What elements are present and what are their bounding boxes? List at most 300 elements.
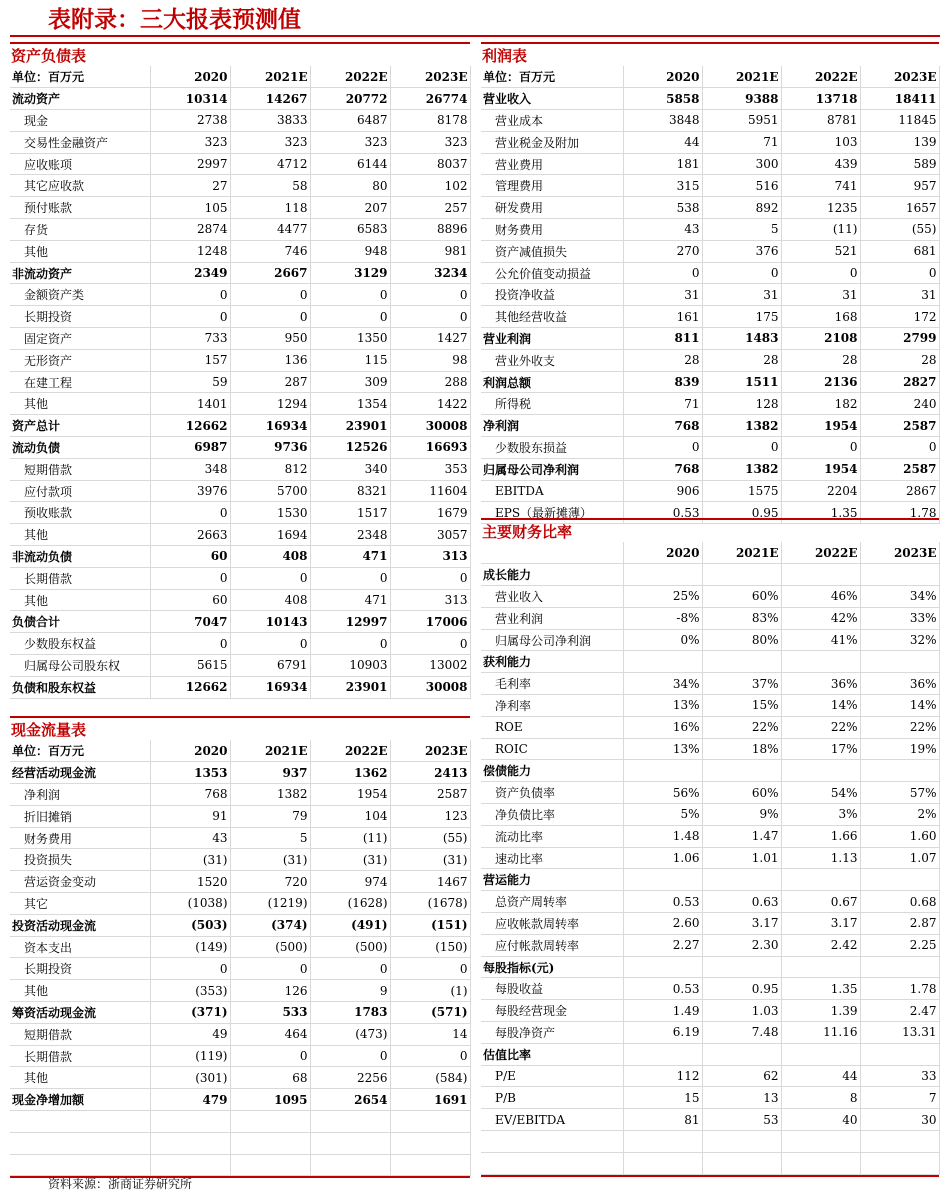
ratios-year-header: 2021E bbox=[702, 542, 781, 564]
income-statement-row-label: 其他经营收益 bbox=[481, 306, 623, 328]
cash-flow-cell: (584) bbox=[390, 1067, 470, 1089]
cash-flow-cell: (31) bbox=[150, 849, 230, 871]
balance-sheet-cell: 5700 bbox=[230, 480, 310, 502]
income-statement-cell: 1483 bbox=[702, 328, 781, 350]
cash-flow-cell: 2587 bbox=[390, 784, 470, 806]
balance-sheet-cell: 5615 bbox=[150, 655, 230, 677]
income-statement-table bbox=[481, 66, 940, 524]
income-statement-header-row bbox=[481, 66, 939, 88]
balance-sheet-row bbox=[10, 88, 470, 110]
balance-sheet-row-label: 其他 bbox=[10, 589, 150, 611]
balance-sheet-row-label: 交易性金融资产 bbox=[10, 131, 150, 153]
cash-flow-cell: (374) bbox=[230, 914, 310, 936]
ratios-cell: 0% bbox=[623, 629, 702, 651]
ratios-cell: 2.27 bbox=[623, 934, 702, 956]
income-statement-row bbox=[481, 131, 939, 153]
ratios-row bbox=[481, 564, 939, 586]
balance-sheet-cell: 323 bbox=[150, 131, 230, 153]
cash-flow-blank-cell bbox=[10, 1111, 150, 1133]
income-statement-cell: 768 bbox=[623, 415, 702, 437]
balance-sheet-row bbox=[10, 240, 470, 262]
income-statement-cell: 521 bbox=[781, 240, 860, 262]
balance-sheet-row-label: 长期投资 bbox=[10, 306, 150, 328]
cash-flow-cell: (55) bbox=[390, 827, 470, 849]
cash-flow-row-label: 资本支出 bbox=[10, 936, 150, 958]
ratios-row-label: 每股指标(元) bbox=[481, 956, 623, 978]
balance-sheet-cell: 3976 bbox=[150, 480, 230, 502]
balance-sheet-cell: 157 bbox=[150, 349, 230, 371]
cash-flow-row bbox=[10, 1089, 470, 1111]
cash-flow-row-label: 筹资活动现金流 bbox=[10, 1002, 150, 1024]
ratios-row bbox=[481, 825, 939, 847]
income-statement-cell: 9388 bbox=[702, 88, 781, 110]
cash-flow-cell: 464 bbox=[230, 1023, 310, 1045]
ratios-cell bbox=[781, 760, 860, 782]
balance-sheet-unit-label: 单位：百万元 bbox=[10, 66, 150, 88]
ratios-cell: 32% bbox=[860, 629, 939, 651]
ratios-cell bbox=[860, 760, 939, 782]
balance-sheet-row bbox=[10, 633, 470, 655]
cash-flow-year-header: 2020 bbox=[150, 740, 230, 762]
ratios-row bbox=[481, 607, 939, 629]
balance-sheet-cell: 16934 bbox=[230, 676, 310, 698]
balance-sheet-row bbox=[10, 546, 470, 568]
balance-sheet-cell: 0 bbox=[390, 306, 470, 328]
income-statement-cell: 0 bbox=[781, 437, 860, 459]
ratios-row-label: 总资产周转率 bbox=[481, 891, 623, 913]
cash-flow-cell: 1362 bbox=[310, 762, 390, 784]
ratios-row bbox=[481, 673, 939, 695]
balance-sheet-cell: 60 bbox=[150, 589, 230, 611]
ratios-row-label: 获利能力 bbox=[481, 651, 623, 673]
ratios-cell: 2.87 bbox=[860, 913, 939, 935]
balance-sheet-row bbox=[10, 676, 470, 698]
income-statement-cell: 18411 bbox=[860, 88, 939, 110]
balance-sheet-cell: 353 bbox=[390, 458, 470, 480]
balance-sheet-cell: 16693 bbox=[390, 437, 470, 459]
cash-flow-blank-cell bbox=[390, 1132, 470, 1154]
cash-flow-cell: (119) bbox=[150, 1045, 230, 1067]
cash-flow-cell: 1382 bbox=[230, 784, 310, 806]
income-statement-cell: 139 bbox=[860, 131, 939, 153]
balance-sheet-cell: 8037 bbox=[390, 153, 470, 175]
balance-sheet-cell: 30008 bbox=[390, 415, 470, 437]
ratios-cell: 42% bbox=[781, 607, 860, 629]
income-statement-cell: 71 bbox=[702, 131, 781, 153]
ratios-cell: 2% bbox=[860, 804, 939, 826]
ratios-cell: 1.01 bbox=[702, 847, 781, 869]
cash-flow-row-label: 长期投资 bbox=[10, 958, 150, 980]
balance-sheet-row bbox=[10, 219, 470, 241]
balance-sheet-cell: 0 bbox=[150, 633, 230, 655]
income-statement-row bbox=[481, 153, 939, 175]
cash-flow-cell: (1628) bbox=[310, 893, 390, 915]
balance-sheet-cell: 1427 bbox=[390, 328, 470, 350]
income-statement-row bbox=[481, 415, 939, 437]
income-statement-row bbox=[481, 219, 939, 241]
income-statement-row-label: 营业外收支 bbox=[481, 349, 623, 371]
ratios-row-label: 资产负债率 bbox=[481, 782, 623, 804]
balance-sheet-cell: 60 bbox=[150, 546, 230, 568]
ratios-cell: 15% bbox=[702, 695, 781, 717]
cash-flow-blank-cell bbox=[310, 1154, 390, 1176]
ratios-cell: 18% bbox=[702, 738, 781, 760]
balance-sheet-row bbox=[10, 589, 470, 611]
ratios-row-label: P/B bbox=[481, 1087, 623, 1109]
balance-sheet-row bbox=[10, 110, 470, 132]
ratios-cell: 2.60 bbox=[623, 913, 702, 935]
ratios-cell: 1.03 bbox=[702, 1000, 781, 1022]
ratios-row bbox=[481, 586, 939, 608]
balance-sheet-cell: 348 bbox=[150, 458, 230, 480]
balance-sheet-cell: 6987 bbox=[150, 437, 230, 459]
cash-flow-cell: (473) bbox=[310, 1023, 390, 1045]
cash-flow-row-label: 财务费用 bbox=[10, 827, 150, 849]
income-statement-cell: 2867 bbox=[860, 480, 939, 502]
income-statement-row bbox=[481, 284, 939, 306]
income-statement-cell: 3848 bbox=[623, 110, 702, 132]
cash-flow-cell: 14 bbox=[390, 1023, 470, 1045]
ratios-panel bbox=[481, 518, 939, 1177]
ratios-cell: 2.42 bbox=[781, 934, 860, 956]
balance-sheet-cell: 118 bbox=[230, 197, 310, 219]
ratios-cell: 46% bbox=[781, 586, 860, 608]
income-statement-row bbox=[481, 240, 939, 262]
income-statement-cell: 516 bbox=[702, 175, 781, 197]
ratios-cell: 1.48 bbox=[623, 825, 702, 847]
balance-sheet-cell: 105 bbox=[150, 197, 230, 219]
cash-flow-row-label: 营运资金变动 bbox=[10, 871, 150, 893]
cash-flow-cell: (301) bbox=[150, 1067, 230, 1089]
income-statement-cell: 2136 bbox=[781, 371, 860, 393]
cash-flow-row bbox=[10, 805, 470, 827]
income-statement-row-label: EBITDA bbox=[481, 480, 623, 502]
ratios-cell: 1.06 bbox=[623, 847, 702, 869]
ratios-cell: 2.47 bbox=[860, 1000, 939, 1022]
ratios-cell: 33% bbox=[860, 607, 939, 629]
balance-sheet-row bbox=[10, 349, 470, 371]
balance-sheet-row bbox=[10, 655, 470, 677]
balance-sheet-cell: 323 bbox=[310, 131, 390, 153]
cash-flow-cell: (31) bbox=[390, 849, 470, 871]
balance-sheet-cell: 408 bbox=[230, 589, 310, 611]
balance-sheet-cell: 9736 bbox=[230, 437, 310, 459]
income-statement-cell: 2587 bbox=[860, 458, 939, 480]
income-statement-row-label: 营业利润 bbox=[481, 328, 623, 350]
balance-sheet-cell: 6583 bbox=[310, 219, 390, 241]
cash-flow-cell: (1038) bbox=[150, 893, 230, 915]
balance-sheet-row-label: 非流动负债 bbox=[10, 546, 150, 568]
ratios-cell: 14% bbox=[860, 695, 939, 717]
cash-flow-cell: 0 bbox=[310, 958, 390, 980]
income-statement-row bbox=[481, 328, 939, 350]
ratios-blank-cell bbox=[860, 1131, 939, 1153]
ratios-cell: 2.30 bbox=[702, 934, 781, 956]
income-statement-cell: 1.35 bbox=[781, 502, 860, 524]
ratios-row bbox=[481, 782, 939, 804]
cash-flow-blank-cell bbox=[230, 1132, 310, 1154]
income-statement-cell: 240 bbox=[860, 393, 939, 415]
balance-sheet-table bbox=[10, 66, 471, 699]
ratios-row-label: 营业利润 bbox=[481, 607, 623, 629]
ratios-cell bbox=[781, 869, 860, 891]
balance-sheet-cell: 3234 bbox=[390, 262, 470, 284]
income-statement-cell: 128 bbox=[702, 393, 781, 415]
balance-sheet-row-label: 其他 bbox=[10, 240, 150, 262]
income-statement-row bbox=[481, 262, 939, 284]
cash-flow-row-label: 其他 bbox=[10, 980, 150, 1002]
income-statement-cell: 31 bbox=[781, 284, 860, 306]
ratios-cell: 11.16 bbox=[781, 1022, 860, 1044]
income-statement-cell: 0 bbox=[702, 262, 781, 284]
balance-sheet-cell: 812 bbox=[230, 458, 310, 480]
ratios-cell: 40 bbox=[781, 1109, 860, 1131]
cash-flow-cell: (571) bbox=[390, 1002, 470, 1024]
income-statement-cell: 0.95 bbox=[702, 502, 781, 524]
balance-sheet-row bbox=[10, 611, 470, 633]
balance-sheet-cell: 2349 bbox=[150, 262, 230, 284]
ratios-title: 主要财务比率 bbox=[481, 518, 939, 542]
cash-flow-cell: (500) bbox=[310, 936, 390, 958]
income-statement-cell: 681 bbox=[860, 240, 939, 262]
balance-sheet-row bbox=[10, 415, 470, 437]
ratios-cell: 53 bbox=[702, 1109, 781, 1131]
ratios-blank-cell bbox=[623, 1152, 702, 1174]
cash-flow-cell: 1095 bbox=[230, 1089, 310, 1111]
income-statement-cell: 31 bbox=[623, 284, 702, 306]
ratios-row-label: 每股净资产 bbox=[481, 1022, 623, 1044]
cash-flow-cell: 5 bbox=[230, 827, 310, 849]
cash-flow-row-label: 其它 bbox=[10, 893, 150, 915]
cash-flow-cell: 720 bbox=[230, 871, 310, 893]
balance-sheet-row-label: 负债和股东权益 bbox=[10, 676, 150, 698]
cash-flow-year-header: 2023E bbox=[390, 740, 470, 762]
ratios-blank-row bbox=[481, 1131, 939, 1153]
balance-sheet-cell: 0 bbox=[230, 633, 310, 655]
income-statement-cell: 741 bbox=[781, 175, 860, 197]
ratios-cell bbox=[702, 760, 781, 782]
balance-sheet-row bbox=[10, 502, 470, 524]
cash-flow-row-label: 其他 bbox=[10, 1067, 150, 1089]
cash-flow-blank-cell bbox=[150, 1111, 230, 1133]
balance-sheet-cell: 287 bbox=[230, 371, 310, 393]
balance-sheet-cell: 12997 bbox=[310, 611, 390, 633]
cash-flow-row-label: 投资活动现金流 bbox=[10, 914, 150, 936]
cash-flow-blank-cell bbox=[390, 1111, 470, 1133]
ratios-cell: 57% bbox=[860, 782, 939, 804]
cash-flow-year-header: 2021E bbox=[230, 740, 310, 762]
balance-sheet-cell: 2667 bbox=[230, 262, 310, 284]
income-statement-cell: 589 bbox=[860, 153, 939, 175]
ratios-row bbox=[481, 629, 939, 651]
cash-flow-cell: (1678) bbox=[390, 893, 470, 915]
balance-sheet-cell: 58 bbox=[230, 175, 310, 197]
balance-sheet-cell: 1354 bbox=[310, 393, 390, 415]
income-statement-cell: 44 bbox=[623, 131, 702, 153]
balance-sheet-cell: 323 bbox=[230, 131, 310, 153]
balance-sheet-cell: 0 bbox=[310, 284, 390, 306]
balance-sheet-row-label: 资产总计 bbox=[10, 415, 150, 437]
income-statement-cell: (11) bbox=[781, 219, 860, 241]
income-statement-cell: 28 bbox=[781, 349, 860, 371]
balance-sheet-cell: 23901 bbox=[310, 415, 390, 437]
balance-sheet-cell: 0 bbox=[390, 567, 470, 589]
cash-flow-row-label: 短期借款 bbox=[10, 1023, 150, 1045]
ratios-cell: 1.47 bbox=[702, 825, 781, 847]
cash-flow-panel bbox=[10, 716, 470, 1178]
ratios-cell: 6.19 bbox=[623, 1022, 702, 1044]
income-statement-row bbox=[481, 480, 939, 502]
cash-flow-row bbox=[10, 784, 470, 806]
ratios-row bbox=[481, 1087, 939, 1109]
cash-flow-cell: 1520 bbox=[150, 871, 230, 893]
ratios-cell: 0.95 bbox=[702, 978, 781, 1000]
ratios-cell bbox=[623, 869, 702, 891]
income-statement-cell: 1382 bbox=[702, 458, 781, 480]
cash-flow-cell: (149) bbox=[150, 936, 230, 958]
income-statement-cell: 5 bbox=[702, 219, 781, 241]
cash-flow-cell: 1353 bbox=[150, 762, 230, 784]
income-statement-row-label: 营业成本 bbox=[481, 110, 623, 132]
cash-flow-header-row bbox=[10, 740, 470, 762]
ratios-cell: 7 bbox=[860, 1087, 939, 1109]
cash-flow-blank-cell bbox=[150, 1154, 230, 1176]
ratios-cell bbox=[860, 956, 939, 978]
ratios-cell: 13% bbox=[623, 738, 702, 760]
income-statement-row-label: 营业税金及附加 bbox=[481, 131, 623, 153]
ratios-cell bbox=[860, 651, 939, 673]
cash-flow-cell: 2256 bbox=[310, 1067, 390, 1089]
ratios-cell: 56% bbox=[623, 782, 702, 804]
ratios-cell bbox=[623, 1043, 702, 1065]
income-statement-unit-label: 单位：百万元 bbox=[481, 66, 623, 88]
balance-sheet-cell: 950 bbox=[230, 328, 310, 350]
ratios-cell: 37% bbox=[702, 673, 781, 695]
balance-sheet-row bbox=[10, 284, 470, 306]
cash-flow-row-label: 投资损失 bbox=[10, 849, 150, 871]
balance-sheet-cell: 10143 bbox=[230, 611, 310, 633]
ratios-cell: 2.25 bbox=[860, 934, 939, 956]
ratios-row bbox=[481, 651, 939, 673]
ratios-cell: 22% bbox=[860, 716, 939, 738]
cash-flow-row bbox=[10, 849, 470, 871]
balance-sheet-cell: 80 bbox=[310, 175, 390, 197]
ratios-row-label: 净利率 bbox=[481, 695, 623, 717]
income-statement-row bbox=[481, 393, 939, 415]
income-statement-cell: 439 bbox=[781, 153, 860, 175]
balance-sheet-cell: 0 bbox=[150, 306, 230, 328]
income-statement-cell: 768 bbox=[623, 458, 702, 480]
balance-sheet-cell: 2874 bbox=[150, 219, 230, 241]
ratios-cell: 34% bbox=[623, 673, 702, 695]
balance-sheet-cell: 0 bbox=[390, 633, 470, 655]
balance-sheet-cell: 17006 bbox=[390, 611, 470, 633]
cash-flow-cell: (11) bbox=[310, 827, 390, 849]
ratios-row-label: P/E bbox=[481, 1065, 623, 1087]
income-statement-row-label: EPS（最新摊薄） bbox=[481, 502, 623, 524]
balance-sheet-cell: 1401 bbox=[150, 393, 230, 415]
cash-flow-cell: 768 bbox=[150, 784, 230, 806]
cash-flow-cell: 0 bbox=[390, 958, 470, 980]
cash-flow-title: 现金流量表 bbox=[10, 716, 470, 740]
ratios-cell: 1.39 bbox=[781, 1000, 860, 1022]
income-statement-cell: 300 bbox=[702, 153, 781, 175]
income-statement-cell: 2799 bbox=[860, 328, 939, 350]
balance-sheet-cell: 14267 bbox=[230, 88, 310, 110]
income-statement-cell: 175 bbox=[702, 306, 781, 328]
ratios-cell: 22% bbox=[702, 716, 781, 738]
ratios-cell: 81 bbox=[623, 1109, 702, 1131]
cash-flow-cell: 1467 bbox=[390, 871, 470, 893]
ratios-cell: 1.35 bbox=[781, 978, 860, 1000]
balance-sheet-row bbox=[10, 197, 470, 219]
cash-flow-cell: 974 bbox=[310, 871, 390, 893]
income-statement-cell: 1657 bbox=[860, 197, 939, 219]
balance-sheet-year-header: 2022E bbox=[310, 66, 390, 88]
balance-sheet-cell: 20772 bbox=[310, 88, 390, 110]
ratios-cell: 1.49 bbox=[623, 1000, 702, 1022]
income-statement-row-label: 净利润 bbox=[481, 415, 623, 437]
income-statement-cell: 31 bbox=[860, 284, 939, 306]
balance-sheet-cell: 288 bbox=[390, 371, 470, 393]
ratios-row bbox=[481, 716, 939, 738]
balance-sheet-cell: 27 bbox=[150, 175, 230, 197]
balance-sheet-row-label: 应付款项 bbox=[10, 480, 150, 502]
balance-sheet-row bbox=[10, 153, 470, 175]
ratios-cell: 1.13 bbox=[781, 847, 860, 869]
balance-sheet-cell: 0 bbox=[310, 567, 390, 589]
balance-sheet-row-label: 应收账项 bbox=[10, 153, 150, 175]
income-statement-cell: 538 bbox=[623, 197, 702, 219]
income-statement-panel bbox=[481, 42, 939, 524]
ratios-row-label: 流动比率 bbox=[481, 825, 623, 847]
balance-sheet-row-label: 预付账款 bbox=[10, 197, 150, 219]
ratios-cell: 54% bbox=[781, 782, 860, 804]
income-statement-row bbox=[481, 371, 939, 393]
income-statement-row bbox=[481, 88, 939, 110]
ratios-cell: 0.67 bbox=[781, 891, 860, 913]
balance-sheet-cell: 733 bbox=[150, 328, 230, 350]
balance-sheet-cell: 313 bbox=[390, 546, 470, 568]
ratios-cell bbox=[623, 956, 702, 978]
ratios-cell: 112 bbox=[623, 1065, 702, 1087]
ratios-row-label: ROE bbox=[481, 716, 623, 738]
ratios-blank-cell bbox=[481, 1131, 623, 1153]
ratios-row-label: ROIC bbox=[481, 738, 623, 760]
ratios-row bbox=[481, 1043, 939, 1065]
income-statement-cell: 0 bbox=[702, 437, 781, 459]
ratios-blank-cell bbox=[702, 1152, 781, 1174]
cash-flow-row bbox=[10, 914, 470, 936]
ratios-row bbox=[481, 695, 939, 717]
balance-sheet-cell: 0 bbox=[150, 502, 230, 524]
income-statement-row-label: 公允价值变动损益 bbox=[481, 262, 623, 284]
ratios-row-label: 应收帐款周转率 bbox=[481, 913, 623, 935]
ratios-blank-cell bbox=[481, 1152, 623, 1174]
balance-sheet-cell: 6144 bbox=[310, 153, 390, 175]
ratios-row bbox=[481, 869, 939, 891]
income-statement-year-header: 2022E bbox=[781, 66, 860, 88]
income-statement-cell: 181 bbox=[623, 153, 702, 175]
balance-sheet-row bbox=[10, 328, 470, 350]
income-statement-row-label: 研发费用 bbox=[481, 197, 623, 219]
ratios-blank-cell bbox=[781, 1131, 860, 1153]
balance-sheet-cell: 4477 bbox=[230, 219, 310, 241]
ratios-cell: 33 bbox=[860, 1065, 939, 1087]
cash-flow-row bbox=[10, 1002, 470, 1024]
income-statement-row bbox=[481, 306, 939, 328]
cash-flow-cell: (491) bbox=[310, 914, 390, 936]
